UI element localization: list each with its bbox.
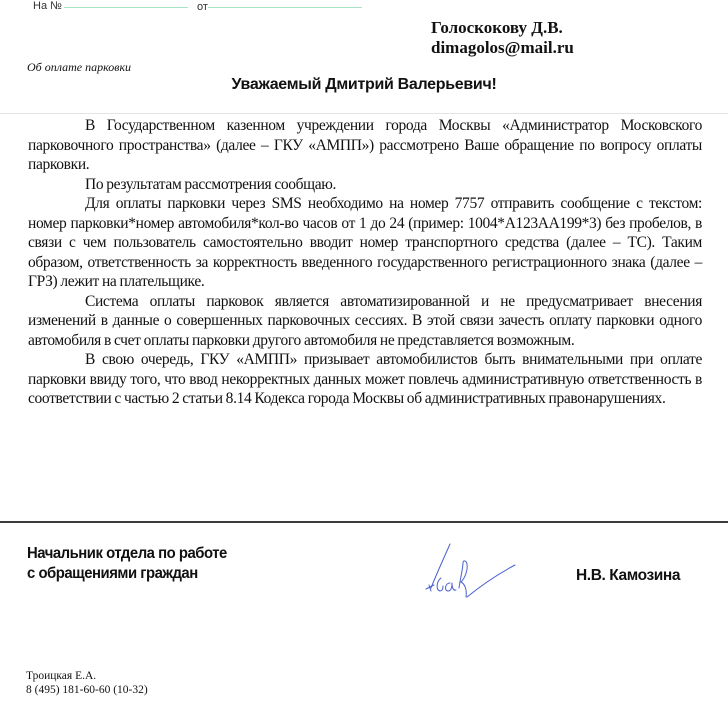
recipient-block [431,18,574,58]
ref-number-line [64,7,188,8]
letter-subject: Об оплате парковки [27,60,132,74]
ref-date-label: от [197,1,208,13]
reference-row [33,0,373,16]
page-break-line [0,113,728,114]
letter-body [28,116,702,409]
handwritten-signature-icon [403,540,543,610]
greeting: Уважаемый Дмитрий Валерьевич! [231,76,497,93]
signer-position [27,544,227,584]
position-line-2: с обращениями граждан [27,565,198,582]
position-line-1: Начальник отдела по работе [27,545,227,562]
executor-name: Троицкая Е.А. [26,670,97,682]
body-paragraph: По результатам рассмотрения сообщаю. [85,175,337,193]
section-divider [0,521,728,523]
executor-block [26,669,148,697]
executor-phone: 8 (495) 181-60-60 (10-32) [26,684,148,696]
body-paragraph: В Государственном казенном учреждении города Москвы «Администратор Московского парковочного пространства» (далее – ГКУ «АМПП») рассмотрено Ваше обращение по вопросу оплаты парковки. [28,117,702,173]
body-paragraph: Для оплаты парковки через SMS необходимо на номер 7757 отправить сообщение с текстом: номер парковки*номер автомобиля*кол-во часов от 1 до 24 (пример: 1004*А123АА199*3) без пробелов, в связи с чем пользователь самостоятельно вводит номер транспортного средства (далее – ТС). Таким образом, ответственность за корректность введенного государственного регистрационного знака (далее – ГРЗ) лежит на плательщике. [28,195,702,290]
ref-date-line [208,7,362,8]
signer-name: Н.В. Камозина [576,567,681,584]
body-paragraph: В свою очередь, ГКУ «АМПП» призывает автомобилистов быть внимательными при оплате парковки ввиду того, что ввод некорректных данных может повлечь административную ответственность в соответствии с частью 2 статьи 8.14 Кодекса города Москвы об административных правонарушениях. [28,351,702,407]
body-paragraph: Система оплаты парковок является автоматизированной и не предусматривает внесения изменений в данные о совершенных парковочных сессиях. В этой связи зачесть оплату парковки одного автомобиля в счет оплаты парковки другого автомобиля не представляется возможным. [28,292,702,349]
recipient-name: Голоскокову Д.В. [431,18,563,37]
ref-number-label: На № [33,0,62,12]
recipient-email: dimagolos@mail.ru [431,38,574,57]
